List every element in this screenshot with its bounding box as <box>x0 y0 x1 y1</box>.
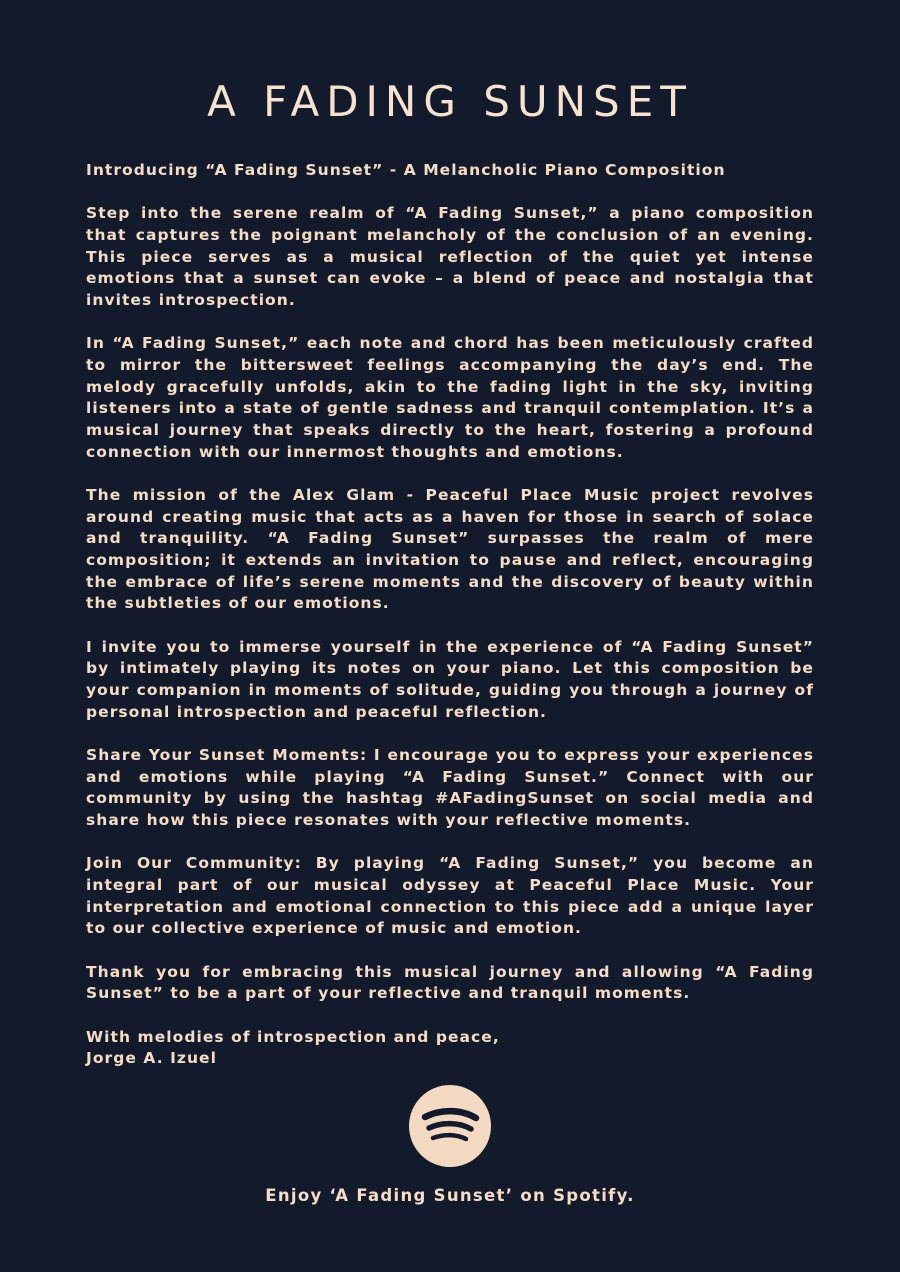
paragraph-invitation: I invite you to immerse yourself in the experience of “A Fading Sunset” by intimately playing its notes on your piano. Let this composition be your companion in moments of solitude, guiding you through a journey of personal introspection and peaceful reflection. <box>86 637 814 721</box>
spotify-footer-text[interactable]: Enjoy ‘A Fading Sunset’ on Spotify. <box>265 1186 635 1205</box>
paragraph-composition: In “A Fading Sunset,” each note and chord has been meticulously crafted to mirror the bittersweet feelings accompanying the day’s end. The melody gracefully unfolds, akin to the fading light in the sky, inviting listeners into a state of gentle sadness and tranquil contemplation. It’s a musical journey that speaks directly to the heart, fostering a profound connection with our innermost thoughts and emotions. <box>86 334 814 461</box>
paragraph-join-community: Join Our Community: By playing “A Fading Sunset,” you become an integral part of our musical odyssey at Peaceful Place Music. Your interpretation and emotional connection to this piece add a unique layer to our collective experience of music and emotion. <box>86 854 814 938</box>
closing-line: With melodies of introspection and peace, <box>86 1027 500 1046</box>
spotify-icon[interactable] <box>409 1085 491 1167</box>
paragraph-share-moments: Share Your Sunset Moments: I encourage you to express your experiences and emotions while playing “A Fading Sunset.” Connect with our community by using the hashtag #AFadingSunset on social media and share how this piece resonates with your reflective moments. <box>86 745 814 830</box>
intro-heading: Introducing “A Fading Sunset” - A Melancholic Piano Composition <box>86 161 726 179</box>
paragraph-mission: The mission of the Alex Glam - Peaceful Place Music project revolves around creating music that acts as a haven for those in search of solace and tranquility. “A Fading Sunset” surpasses the realm of mere composition; it extends an invitation to pause and reflect, encouraging the embrace of life’s serene moments and the discovery of beauty within the subtleties of our emotions. <box>86 485 814 613</box>
paragraph-intro: Step into the serene realm of “A Fading Sunset,” a piano composition that captures the poignant melancholy of the conclusion of an evening. This piece serves as a musical reflection of the quiet yet intense emotions that a sunset can evoke – a blend of peace and nostalgia that invites introspection. <box>86 204 814 310</box>
signature: Jorge A. Izuel <box>86 1049 217 1068</box>
document-title: A FADING SUNSET <box>207 77 693 126</box>
document-body <box>86 160 814 1070</box>
paragraph-thank-you: Thank you for embracing this musical journey and allowing “A Fading Sunset” to be a part of your reflective and tranquil moments. <box>86 962 814 1003</box>
